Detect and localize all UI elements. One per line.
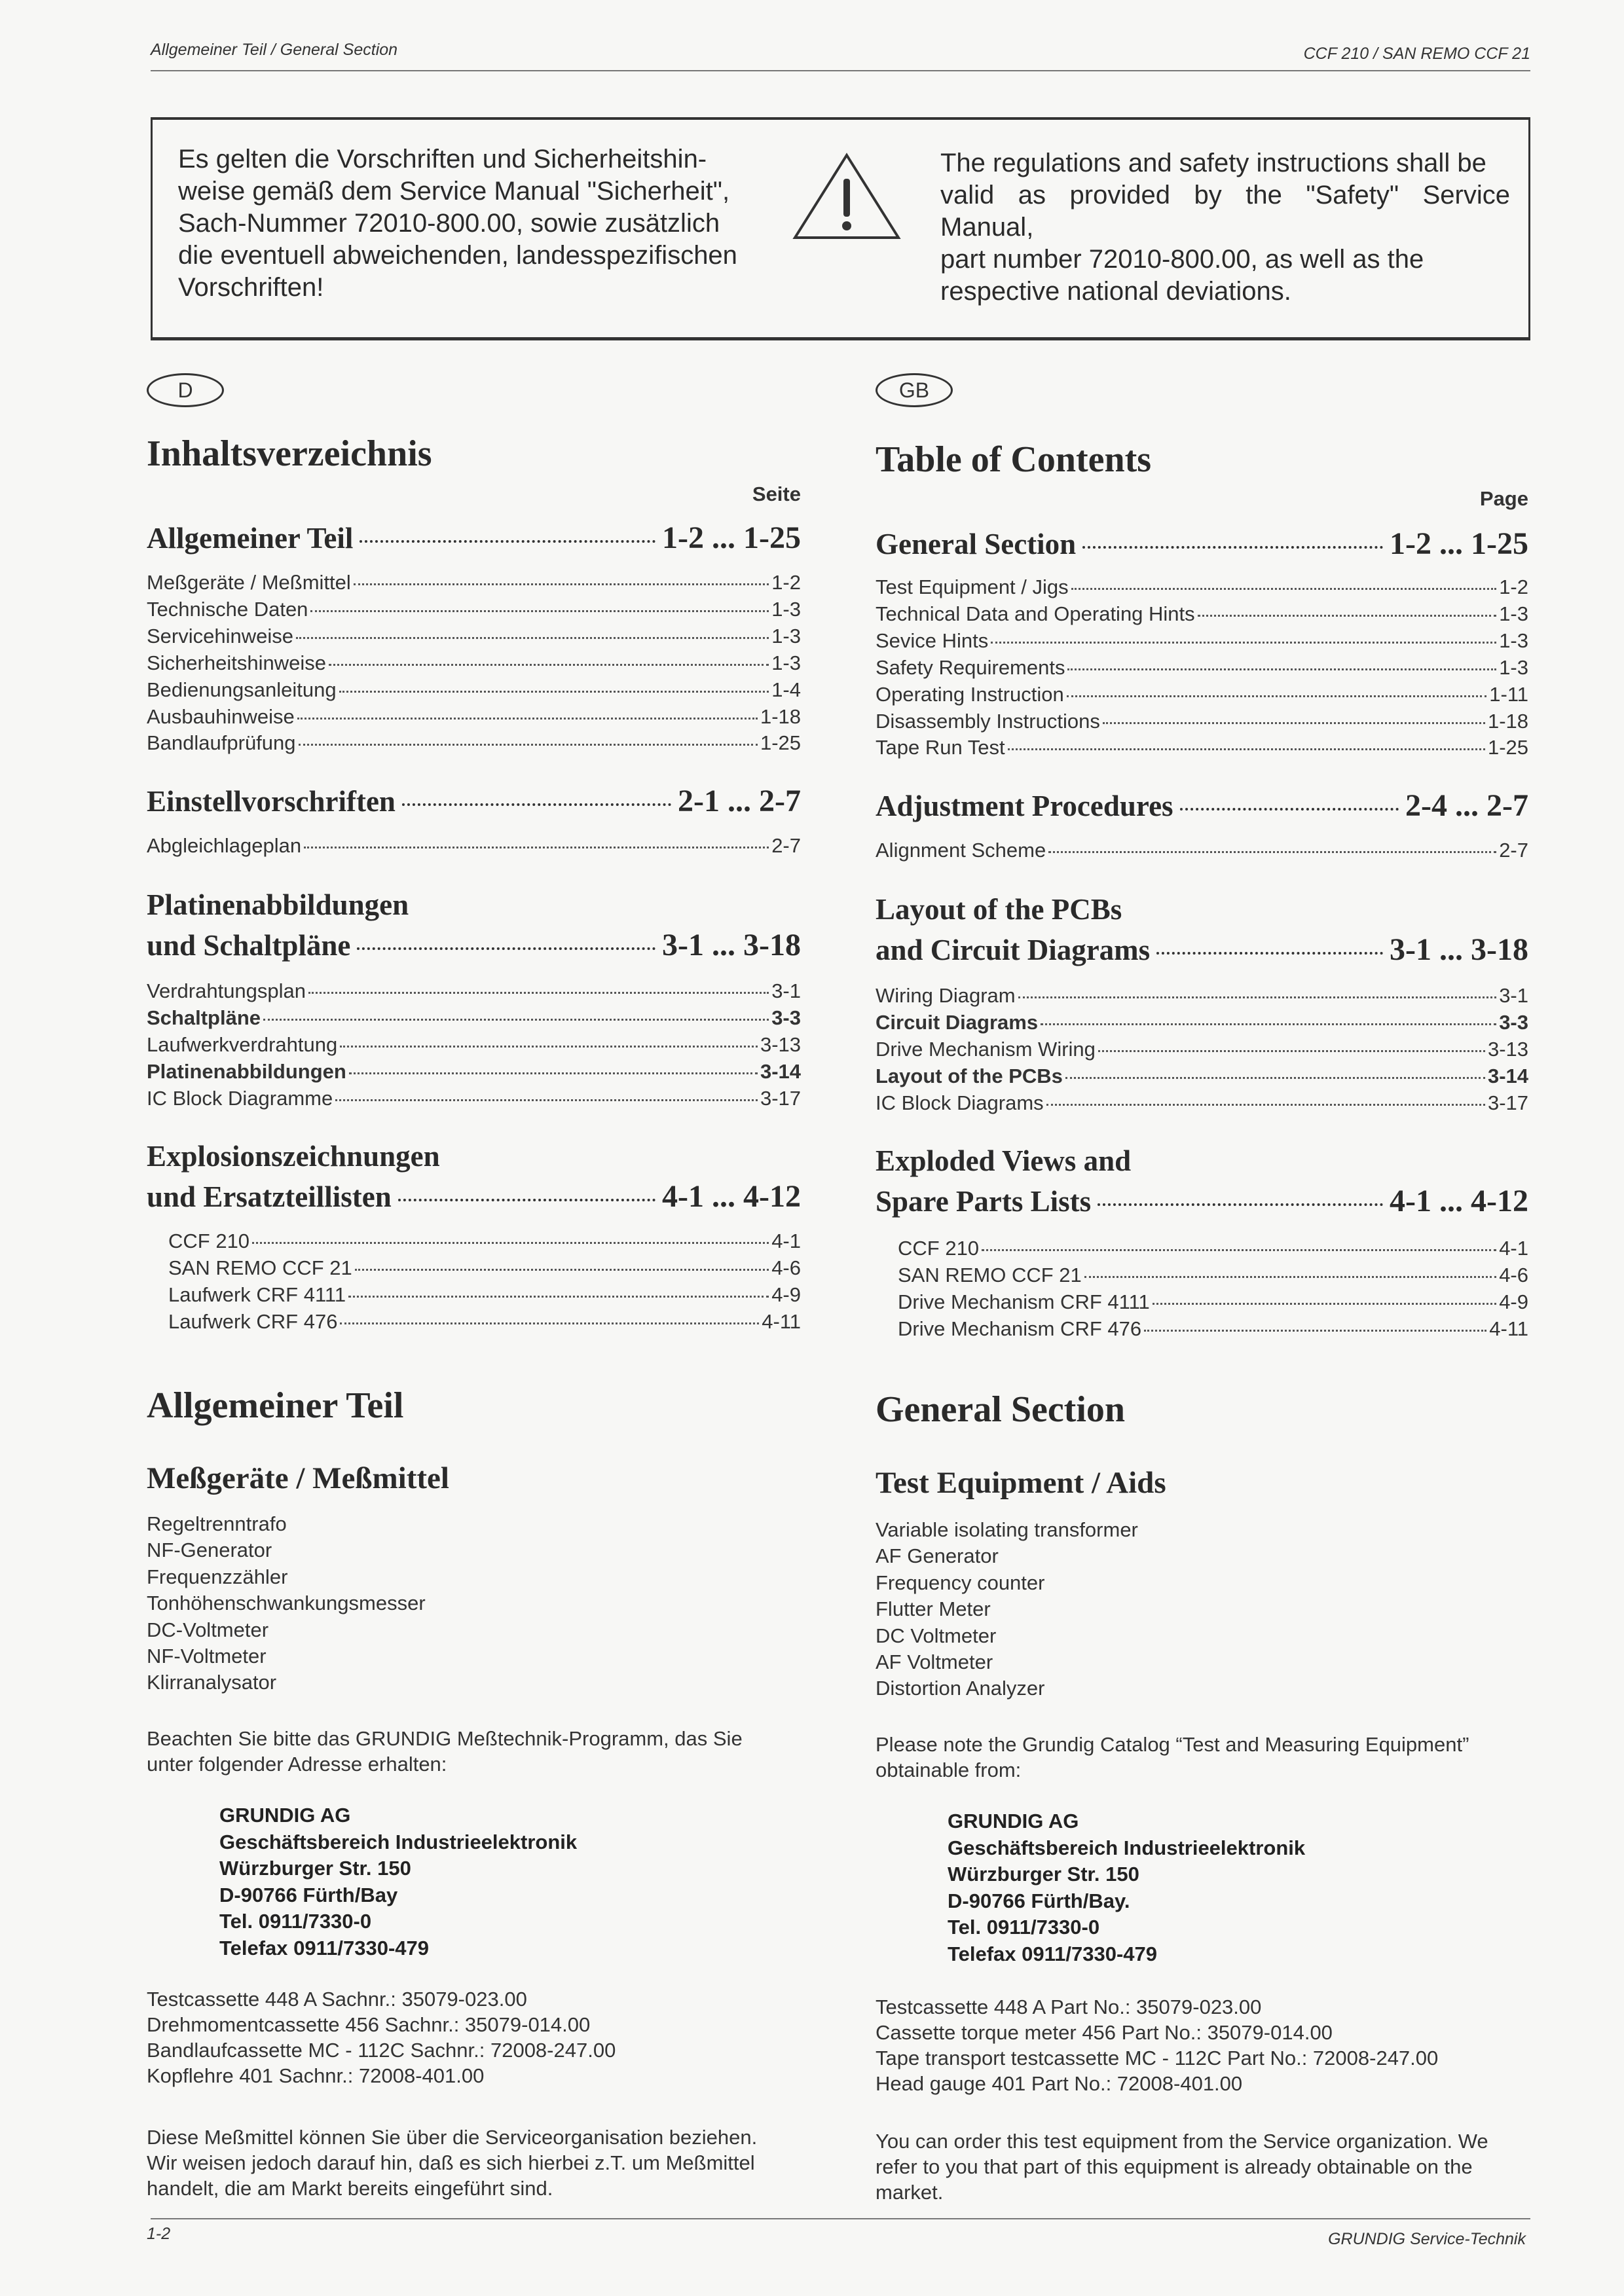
toc-section-heading-row <box>147 518 801 558</box>
toc-item <box>876 1063 1528 1090</box>
text-line: Testcassette 448 A Part No.: 35079-023.00 <box>876 1995 1262 2018</box>
toc-item-list <box>876 837 1528 864</box>
toc-item-label: Ausbauhinweise <box>147 704 295 728</box>
toc-section-pages: 4-1 ... 4-12 <box>662 1179 801 1214</box>
dot-leader <box>1156 952 1383 955</box>
toc-item-label: Technische Daten <box>147 597 308 621</box>
text-line: Please note the Grundig Catalog “Test and Measuring Equipment” <box>876 1733 1469 1756</box>
toc-item-label: Bedienungsanleitung <box>147 678 337 701</box>
toc-item-label: Tape Run Test <box>876 736 1005 759</box>
text-line: Kopflehre 401 Sachnr.: 72008-401.00 <box>147 2064 485 2087</box>
toc-item-page: 3-1 <box>771 979 801 1002</box>
dot-leader <box>1067 695 1486 697</box>
dot-leader <box>340 1046 758 1048</box>
toc-item-label: Alignment Scheme <box>876 839 1046 862</box>
toc-item-label: Circuit Diagrams <box>876 1010 1039 1034</box>
toc-item-label: Laufwerkverdrahtung <box>147 1032 338 1056</box>
text-line: market. <box>876 2181 944 2204</box>
dot-leader <box>1084 1276 1496 1278</box>
text-line: Diese Meßmittel können Sie über die Serviceorganisation beziehen. <box>147 2126 758 2149</box>
text-line: NF-Generator <box>147 1539 272 1562</box>
dot-leader <box>340 1322 759 1324</box>
closing-note <box>876 2128 1528 2205</box>
toc-item-label: Sevice Hints <box>876 629 989 652</box>
text-line: Head gauge 401 Part No.: 72008-401.00 <box>876 2072 1243 2095</box>
text-line: handelt, die am Markt bereits eingeführt sind. <box>147 2177 553 2200</box>
dot-leader <box>1065 1077 1485 1079</box>
toc-item-label: Verdrahtungsplan <box>147 979 306 1002</box>
equipment-title: Meßgeräte / Meßmittel <box>147 1461 449 1495</box>
toc-item-page: 4-11 <box>762 1309 801 1333</box>
toc-item <box>147 677 801 704</box>
toc-item <box>876 983 1528 1010</box>
toc-item <box>876 837 1528 864</box>
dot-leader <box>310 610 769 612</box>
dot-leader <box>355 1269 769 1271</box>
warning-line: Vorschriften! <box>178 273 324 302</box>
toc-item-page: 1-3 <box>1499 655 1528 679</box>
dot-leader <box>1103 722 1485 724</box>
text-line: DC-Voltmeter <box>147 1618 269 1641</box>
toc-item <box>147 978 801 1005</box>
toc-item-page: 4-9 <box>1499 1290 1528 1313</box>
grundig-address <box>948 1808 1305 1967</box>
equipment-list <box>876 1517 1138 1702</box>
dot-leader <box>348 1296 769 1298</box>
toc-section-title: Layout of the PCBs <box>876 893 1122 926</box>
toc-item <box>147 1085 801 1112</box>
toc-section-title: und Ersatzteillisten <box>147 1180 392 1213</box>
toc-item-page: 1-2 <box>1499 575 1528 598</box>
toc-item-page: 1-3 <box>771 597 801 621</box>
toc-item-page: 2-7 <box>1499 839 1528 862</box>
toc-item <box>876 574 1528 601</box>
toc-section-heading-row <box>147 1176 801 1217</box>
toc-item-page: 1-4 <box>771 678 801 701</box>
dot-leader <box>360 540 655 543</box>
toc-section-title: Einstellvorschriften <box>147 785 396 818</box>
text-line: refer to you that part of this equipment is already obtainable on the <box>876 2155 1473 2178</box>
dot-leader <box>1071 588 1497 590</box>
toc-section-pages: 1-2 ... 1-25 <box>1390 526 1528 561</box>
toc-section <box>876 524 1528 564</box>
toc-item-page: 3-17 <box>1487 1091 1528 1114</box>
toc-item-label: IC Block Diagrams <box>876 1091 1044 1114</box>
test-cassette-list <box>147 1986 616 2088</box>
toc-section-heading-row <box>876 930 1528 970</box>
page-column-label: Seite <box>752 483 801 505</box>
text-line: Tape transport testcassette MC - 112C Part No.: 72008-247.00 <box>876 2047 1439 2069</box>
toc-item <box>876 655 1528 682</box>
text-line: Würzburger Str. 150 <box>948 1863 1139 1886</box>
dot-leader <box>357 947 655 950</box>
dot-leader <box>339 691 769 693</box>
toc-item-label: Schaltpläne <box>147 1006 261 1029</box>
toc-item-page: 3-1 <box>1499 984 1528 1007</box>
dot-leader <box>1180 808 1399 811</box>
header-model: CCF 210 / SAN REMO CCF 21 <box>1303 45 1530 63</box>
toc-item-label: Operating Instruction <box>876 682 1064 706</box>
toc-item-label: Technical Data and Operating Hints <box>876 602 1195 625</box>
toc-item-page: 1-3 <box>1499 629 1528 652</box>
dot-leader <box>1098 1050 1485 1052</box>
toc-item-label: IC Block Diagramme <box>147 1086 333 1110</box>
toc-item-list <box>876 983 1528 1117</box>
text-line: Flutter Meter <box>876 1597 991 1621</box>
text-line: obtainable from: <box>876 1758 1022 1781</box>
dot-leader <box>1098 1203 1383 1206</box>
text-line: You can order this test equipment from the Service organization. We <box>876 2130 1488 2153</box>
toc-item-label: Abgleichlageplan <box>147 834 302 857</box>
toc-item-label: Laufwerk CRF 476 <box>168 1309 338 1333</box>
toc-section-heading-row <box>876 524 1528 564</box>
toc-section <box>876 889 1528 970</box>
toc-item-page: 4-9 <box>771 1283 801 1306</box>
dot-leader <box>398 1199 655 1201</box>
dot-leader <box>297 718 758 720</box>
toc-item-label: SAN REMO CCF 21 <box>168 1256 352 1279</box>
text-line: AF Generator <box>876 1544 999 1568</box>
toc-item-page: 1-2 <box>771 571 801 594</box>
text-line: Tonhöhenschwankungsmesser <box>147 1592 426 1615</box>
warning-line: Sach-Nummer 72010-800.00, sowie zusätzlich <box>178 209 720 238</box>
toc-item-label: CCF 210 <box>898 1237 980 1260</box>
text-line: D-90766 Fürth/Bay. <box>948 1889 1130 1912</box>
toc-item-page: 3-3 <box>1499 1010 1528 1034</box>
text-line: Telefax 0911/7330-479 <box>948 1942 1158 1965</box>
toc-item-page: 2-7 <box>771 834 801 857</box>
dot-leader <box>354 583 769 585</box>
text-line: Telefax 0911/7330-479 <box>219 1936 430 1959</box>
dot-leader <box>991 642 1496 644</box>
toc-item <box>898 1262 1528 1289</box>
dot-leader <box>1144 1330 1486 1332</box>
toc-item-page: 4-1 <box>1499 1237 1528 1260</box>
toc-item <box>876 628 1528 655</box>
closing-note <box>147 2124 801 2201</box>
header-section: Allgemeiner Teil / General Section <box>151 41 398 59</box>
dot-leader <box>349 1072 758 1074</box>
toc-item <box>147 704 801 731</box>
german-column <box>147 0 801 2296</box>
toc-item-label: Layout of the PCBs <box>876 1064 1063 1087</box>
toc-section-title: Platinenabbildungen <box>147 888 409 921</box>
toc-item-label: Servicehinweise <box>147 624 293 647</box>
toc-section-title: and Circuit Diagrams <box>876 934 1151 966</box>
warning-line: respective national deviations. <box>940 277 1291 306</box>
equipment-list <box>147 1511 426 1696</box>
general-section-title: General Section <box>876 1389 1126 1430</box>
text-line: Cassette torque meter 456 Part No.: 35079-014.00 <box>876 2021 1333 2044</box>
toc-item-page: 1-25 <box>760 731 801 755</box>
language-badge: D <box>147 373 224 407</box>
toc-section-heading-row <box>147 781 801 822</box>
text-line: Tel. 0911/7330-0 <box>219 1910 372 1933</box>
toc-item <box>876 1036 1528 1063</box>
text-line: Beachten Sie bitte das GRUNDIG Meßtechnik-Programm, das Sie <box>147 1727 743 1750</box>
catalog-note <box>147 1726 801 1777</box>
toc-item-page: 4-1 <box>771 1230 801 1252</box>
toc-item-page: 1-3 <box>1499 602 1528 625</box>
dot-leader <box>1041 1023 1496 1025</box>
text-line: Frequency counter <box>876 1571 1045 1594</box>
footer-rule <box>151 2218 1530 2219</box>
toc-item-page: 4-6 <box>771 1256 801 1279</box>
dot-leader <box>1008 748 1485 750</box>
text-line: GRUNDIG AG <box>948 1810 1079 1832</box>
toc-section-pages: 4-1 ... 4-12 <box>1390 1184 1528 1218</box>
toc-item-label: Laufwerk CRF 4111 <box>168 1283 346 1306</box>
toc-section <box>876 1140 1528 1222</box>
dot-leader <box>263 1019 769 1021</box>
dot-leader <box>299 744 758 746</box>
text-line: Geschäftsbereich Industrieelektronik <box>948 1836 1306 1859</box>
toc-item <box>168 1228 801 1255</box>
toc-item-page: 1-3 <box>771 624 801 647</box>
toc-item-list <box>876 574 1528 761</box>
toc-section <box>147 1136 801 1217</box>
page-column-label: Page <box>1479 487 1528 510</box>
toc-item <box>147 1059 801 1085</box>
text-line: unter folgender Adresse erhalten: <box>147 1753 447 1776</box>
toc-item-list <box>168 1228 801 1336</box>
grundig-address <box>219 1802 577 1961</box>
toc-item-label: Platinenabbildungen <box>147 1059 346 1083</box>
text-line: Bandlaufcassette MC - 112C Sachnr.: 72008-247.00 <box>147 2039 616 2062</box>
toc-item-list <box>147 978 801 1112</box>
toc-item-label: Sicherheitshinweise <box>147 651 326 674</box>
dot-leader <box>252 1242 769 1244</box>
warning-line: die eventuell abweichenden, landesspezifischen <box>178 241 737 270</box>
warning-line: weise gemäß dem Service Manual "Sicherheit", <box>178 177 730 206</box>
toc-section-pages: 3-1 ... 3-18 <box>662 928 801 962</box>
toc-item <box>147 596 801 623</box>
toc-section-pages: 2-4 ... 2-7 <box>1405 788 1528 823</box>
dot-leader <box>1046 1104 1485 1106</box>
toc-item <box>147 1005 801 1032</box>
toc-section-title: Explosionszeichnungen <box>147 1140 440 1173</box>
text-line: Wir weisen jedoch darauf hin, daß es sich hierbei z.T. um Meßmittel <box>147 2151 755 2174</box>
toc-item-list <box>898 1235 1528 1343</box>
general-section-title: Allgemeiner Teil <box>147 1385 404 1426</box>
toc-section-title: Allgemeiner Teil <box>147 522 354 555</box>
toc-item-label: Bandlaufprüfung <box>147 731 296 755</box>
toc-item-label: Disassembly Instructions <box>876 709 1100 733</box>
language-badge: GB <box>876 373 953 407</box>
dot-leader <box>1198 615 1497 617</box>
text-line: Geschäftsbereich Industrieelektronik <box>219 1830 578 1853</box>
catalog-note <box>876 1732 1528 1783</box>
dot-leader <box>982 1249 1496 1251</box>
toc-item-page: 3-13 <box>760 1032 801 1056</box>
toc-section-title: Exploded Views and <box>876 1144 1132 1177</box>
text-line: NF-Voltmeter <box>147 1645 267 1668</box>
toc-section-pages: 3-1 ... 3-18 <box>1390 932 1528 967</box>
text-line: AF Voltmeter <box>876 1650 993 1674</box>
dot-leader <box>329 664 769 666</box>
toc-section <box>147 781 801 822</box>
toc-item-page: 1-11 <box>1489 682 1528 706</box>
toc-item <box>147 1032 801 1059</box>
toc-item <box>876 735 1528 761</box>
toc-item-label: SAN REMO CCF 21 <box>898 1263 1082 1286</box>
toc-item <box>876 1010 1528 1036</box>
toc-item-page: 3-3 <box>771 1006 801 1029</box>
toc-item-list <box>147 833 801 860</box>
dot-leader <box>304 847 769 848</box>
toc-item-label: Drive Mechanism CRF 4111 <box>898 1290 1150 1313</box>
toc-title: Inhaltsverzeichnis <box>147 433 432 474</box>
equipment-title: Test Equipment / Aids <box>876 1466 1166 1500</box>
warning-line: part number 72010-800.00, as well as the <box>940 245 1424 274</box>
text-line: GRUNDIG AG <box>219 1804 351 1827</box>
toc-section-heading-row <box>876 786 1528 826</box>
text-line: Tel. 0911/7330-0 <box>948 1916 1100 1939</box>
toc-item <box>898 1289 1528 1316</box>
toc-item <box>168 1309 801 1336</box>
toc-section-pages: 2-1 ... 2-7 <box>678 784 801 818</box>
text-line: Klirranalysator <box>147 1671 277 1694</box>
toc-item <box>168 1255 801 1282</box>
toc-item-page: 1-3 <box>771 651 801 674</box>
dot-leader <box>1018 996 1497 998</box>
text-line: Drehmomentcassette 456 Sachnr.: 35079-014.00 <box>147 2013 591 2036</box>
text-line: Regeltrenntrafo <box>147 1512 287 1535</box>
warning-line: The regulations and safety instructions shall be <box>940 149 1486 177</box>
toc-item <box>147 623 801 650</box>
dot-leader <box>402 803 671 806</box>
toc-section <box>147 518 801 558</box>
toc-section-title: Adjustment Procedures <box>876 790 1173 822</box>
page-number: 1-2 <box>147 2225 171 2243</box>
dot-leader <box>335 1099 758 1101</box>
toc-section <box>876 786 1528 826</box>
toc-item-page: 3-14 <box>760 1059 801 1083</box>
toc-item <box>168 1282 801 1309</box>
toc-item <box>147 730 801 757</box>
toc-item <box>147 650 801 677</box>
toc-section-title: General Section <box>876 528 1077 560</box>
dot-leader <box>1067 668 1496 670</box>
toc-title: Table of Contents <box>876 439 1152 480</box>
toc-item-label: Meßgeräte / Meßmittel <box>147 571 351 594</box>
text-line: Variable isolating transformer <box>876 1518 1138 1541</box>
toc-item-label: Drive Mechanism CRF 476 <box>898 1317 1142 1340</box>
dot-leader <box>308 992 769 994</box>
dot-leader <box>1082 546 1383 549</box>
dot-leader <box>1153 1303 1496 1305</box>
toc-item-page: 1-18 <box>760 704 801 728</box>
toc-item-page: 4-6 <box>1499 1263 1528 1286</box>
text-line: Testcassette 448 A Sachnr.: 35079-023.00 <box>147 1988 527 2011</box>
text-line: Distortion Analyzer <box>876 1677 1045 1700</box>
toc-item-label: Safety Requirements <box>876 655 1065 679</box>
text-line: DC Voltmeter <box>876 1624 997 1647</box>
toc-item-list <box>147 570 801 757</box>
toc-item-label: CCF 210 <box>168 1230 250 1252</box>
toc-item <box>147 570 801 596</box>
toc-section-heading-row <box>147 925 801 966</box>
footer-brand: GRUNDIG Service-Technik <box>1328 2230 1526 2248</box>
toc-item-label: Drive Mechanism Wiring <box>876 1037 1096 1061</box>
dot-leader <box>1048 851 1496 853</box>
toc-item-page: 1-18 <box>1487 709 1528 733</box>
toc-section-title: Spare Parts Lists <box>876 1185 1092 1218</box>
toc-section-heading-row <box>876 1181 1528 1222</box>
toc-item-page: 3-13 <box>1487 1037 1528 1061</box>
toc-section <box>147 884 801 966</box>
toc-item-label: Wiring Diagram <box>876 984 1016 1007</box>
toc-item-label: Test Equipment / Jigs <box>876 575 1069 598</box>
text-line: Frequenzzähler <box>147 1565 288 1588</box>
toc-item-page: 1-25 <box>1487 736 1528 759</box>
toc-section-title: und Schaltpläne <box>147 929 351 962</box>
warning-line: valid as provided by the "Safety" Service Manual, <box>940 181 1510 242</box>
toc-section-pages: 1-2 ... 1-25 <box>662 520 801 555</box>
dot-leader <box>296 637 769 639</box>
text-line: D-90766 Fürth/Bay <box>219 1883 398 1906</box>
toc-item <box>898 1316 1528 1343</box>
toc-item <box>876 708 1528 735</box>
english-column <box>876 0 1528 2296</box>
toc-item <box>898 1235 1528 1262</box>
warning-line: Es gelten die Vorschriften und Sicherheitshin- <box>178 145 707 173</box>
toc-item <box>876 601 1528 628</box>
test-cassette-list <box>876 1994 1438 2096</box>
toc-item-page: 3-17 <box>760 1086 801 1110</box>
toc-item <box>876 682 1528 708</box>
toc-item-page: 4-11 <box>1489 1317 1528 1340</box>
toc-item <box>147 833 801 860</box>
text-line: Würzburger Str. 150 <box>219 1857 411 1880</box>
toc-item <box>876 1090 1528 1117</box>
toc-item-page: 3-14 <box>1487 1064 1528 1087</box>
